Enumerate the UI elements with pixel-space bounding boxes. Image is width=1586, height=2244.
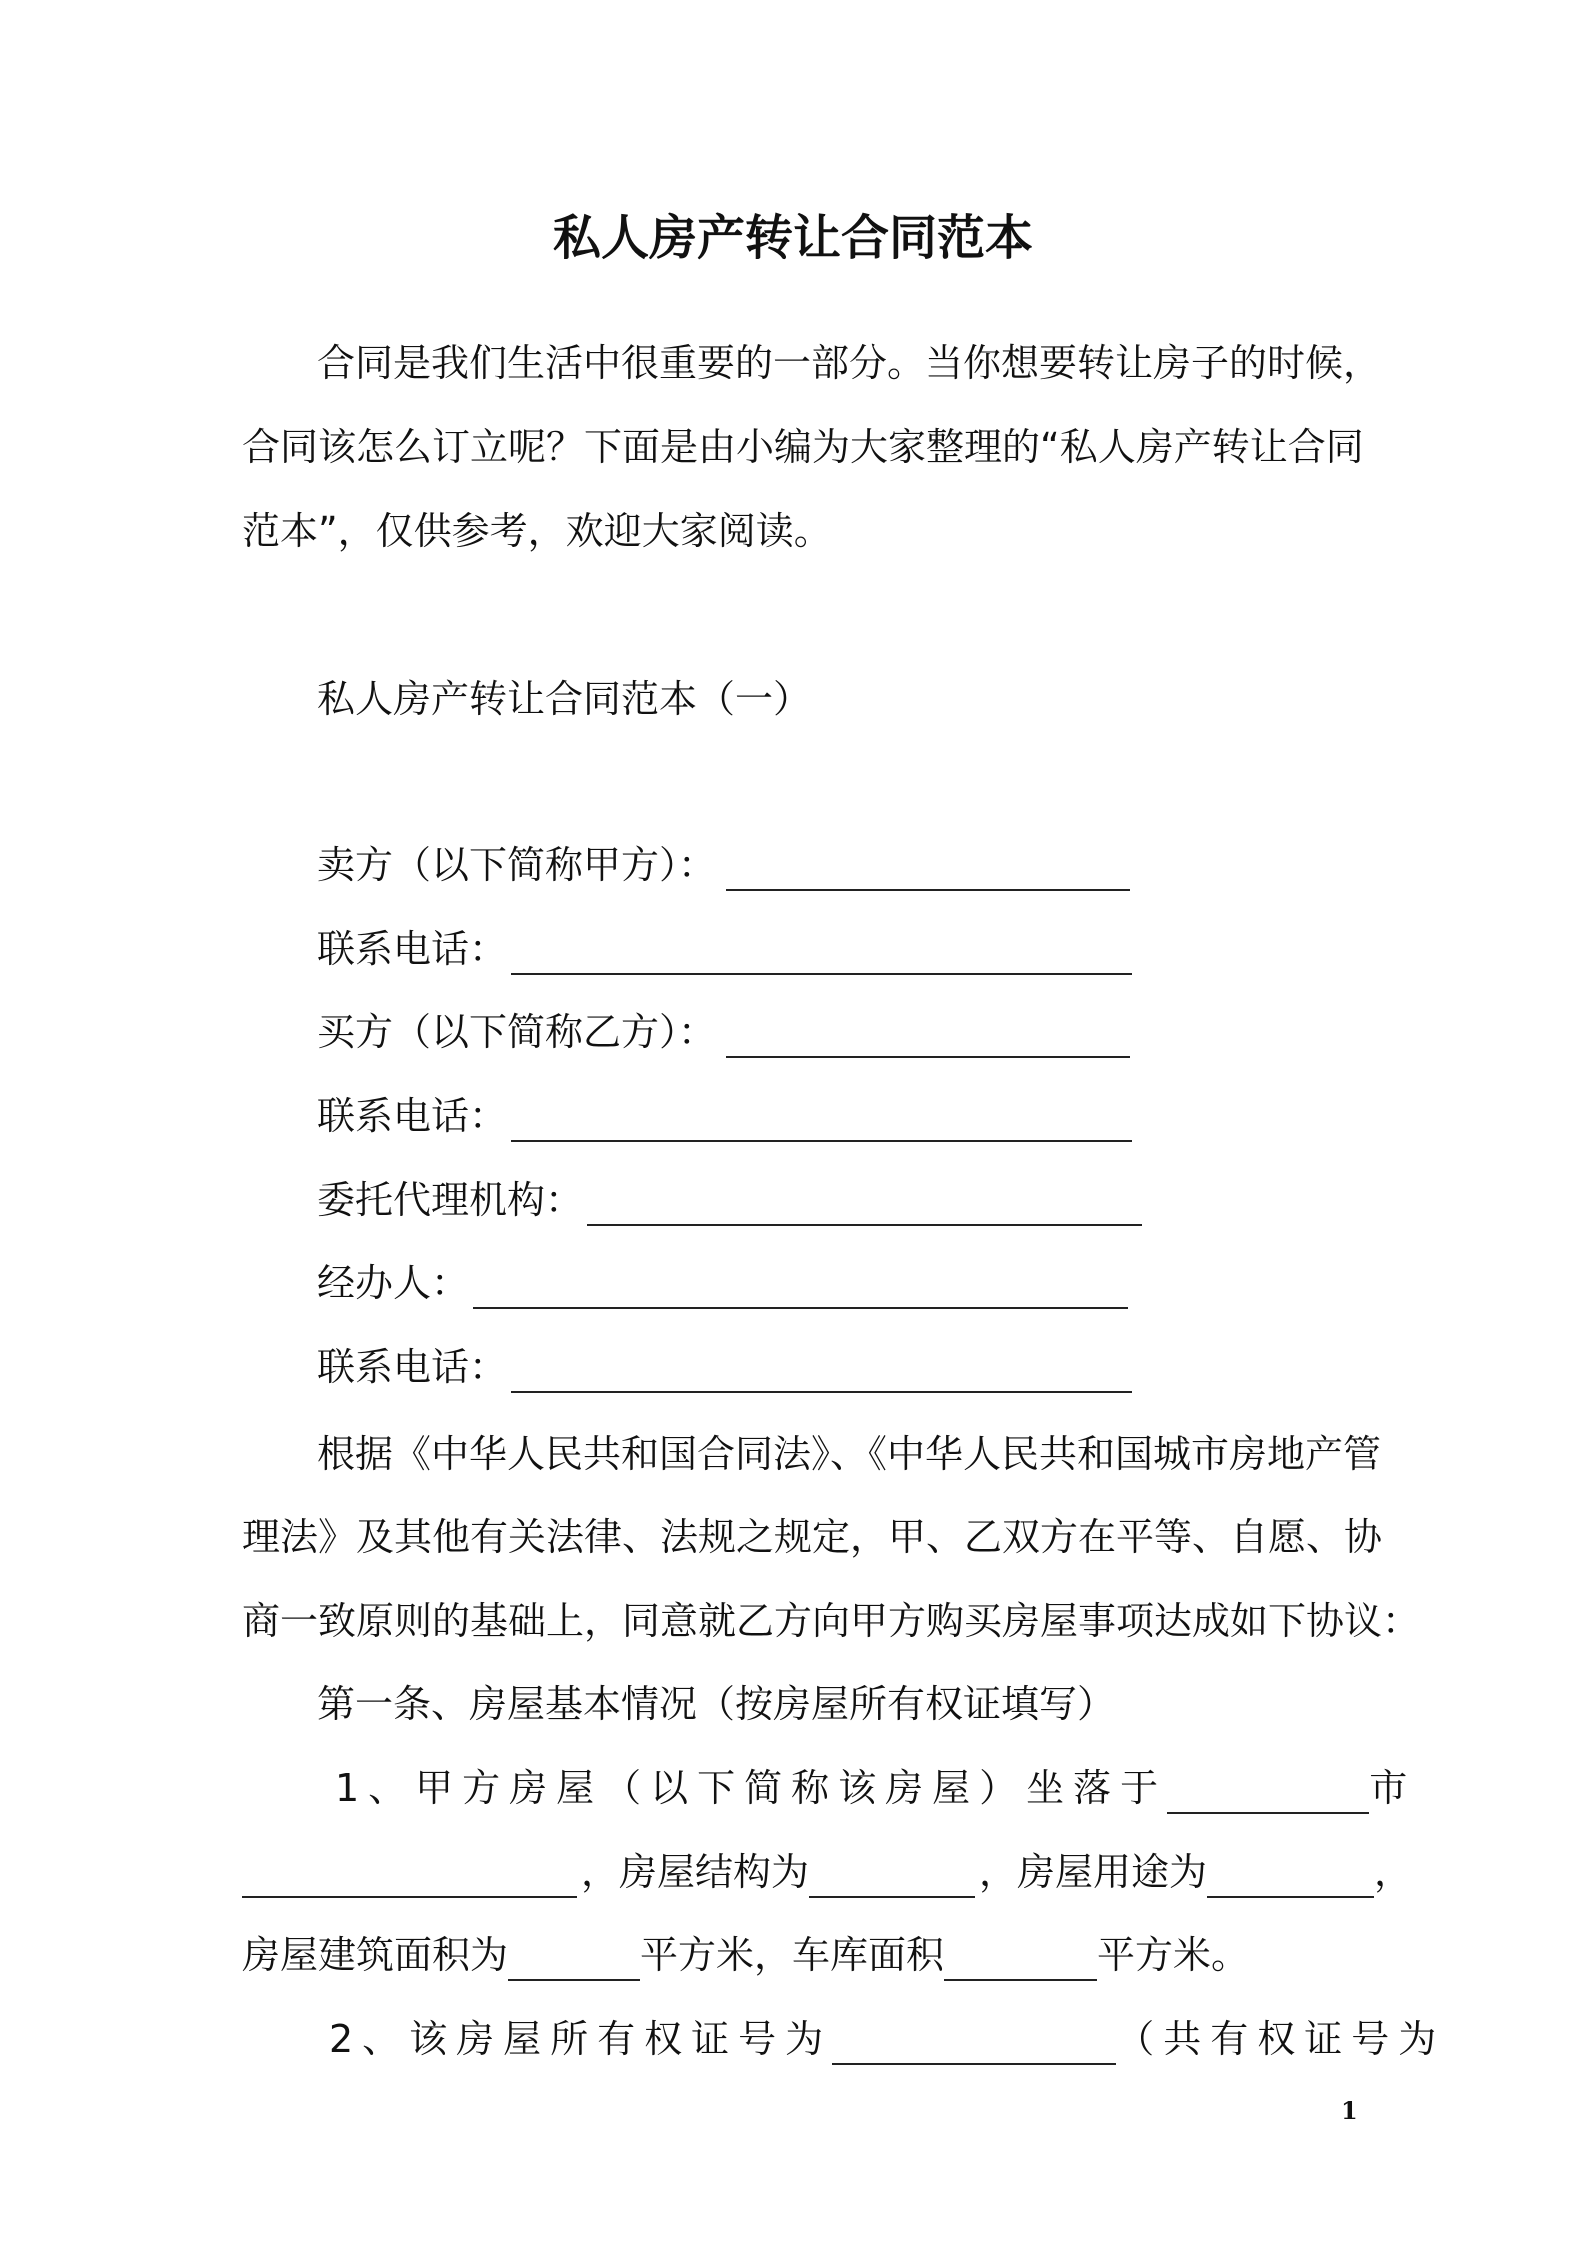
garage-area-blank[interactable] [944,1935,1097,1981]
agency-blank[interactable] [587,1180,1142,1226]
buyer-phone-field [242,1090,1358,1142]
article-heading: 第一条、房屋基本情况（按房屋所有权证填写） [317,1682,1116,1726]
preamble-line: 商一致原则的基础上，同意就乙方向甲方购买房屋事项达成如下协议： [242,1599,1421,1643]
section-heading: 私人房产转让合同范本（一） [317,677,812,721]
agency-field [242,1174,1358,1226]
usage-label: ，房屋用途为 [979,1850,1208,1894]
item1-line2 [242,1846,1413,1898]
preamble-line: 理法》及其他有关法律、法规之规定，甲、乙双方在平等、自愿、协 [242,1515,1383,1559]
structure-blank[interactable] [809,1852,975,1898]
intro-line: 范本”，仅供参考，欢迎大家阅读。 [242,509,832,553]
certificate-blank[interactable] [832,2019,1116,2065]
garage-label: 平方米，车库面积 [640,1933,945,1977]
seller-phone-blank[interactable] [511,929,1132,975]
handler-phone-label: 联系电话： [317,1345,508,1389]
seller-field [242,839,1358,891]
item2-line [242,2013,1446,2065]
co-ownership-label: （共有权证号为 [1116,2017,1446,2061]
buyer-label: 买方（以下简称乙方）： [317,1010,717,1054]
handler-field [242,1257,1358,1309]
area-unit: 平方米。 [1097,1933,1250,1977]
page-number: 1 [1341,2096,1358,2125]
seller-blank[interactable] [726,845,1130,891]
preamble-line: 根据《中华人民共和国合同法》、《中华人民共和国城市房地产管 [317,1432,1382,1476]
city-suffix: 市 [1369,1766,1408,1810]
area-blank[interactable] [508,1935,640,1981]
intro-line: 合同该怎么订立呢？下面是由小编为大家整理的“私人房产转让合同 [242,425,1364,469]
handler-blank[interactable] [473,1263,1128,1309]
handler-phone-field [242,1341,1358,1393]
handler-phone-blank[interactable] [511,1347,1132,1393]
seller-phone-field [242,923,1358,975]
handler-label: 经办人： [317,1261,470,1305]
buyer-phone-blank[interactable] [511,1096,1132,1142]
intro-line: 合同是我们生活中很重要的一部分。当你想要转让房子的时候， [317,341,1382,385]
seller-label: 卖方（以下简称甲方）： [317,843,717,887]
item1-line1 [242,1762,1408,1814]
buyer-field [242,1006,1358,1058]
buyer-phone-label: 联系电话： [317,1094,508,1138]
agency-label: 委托代理机构： [317,1178,584,1222]
city-blank[interactable] [1167,1768,1369,1814]
area-label: 房屋建筑面积为 [242,1933,509,1977]
certificate-label: 2、该房屋所有权证号为 [329,2017,833,2061]
item1-line3 [242,1929,1358,1981]
comma: ， [1374,1850,1413,1894]
buyer-blank[interactable] [726,1012,1130,1058]
location-blank[interactable] [242,1852,577,1898]
usage-blank[interactable] [1207,1852,1374,1898]
seller-phone-label: 联系电话： [317,927,508,971]
document-title: 私人房产转让合同范本 [552,210,1033,266]
structure-label: ，房屋结构为 [581,1850,810,1894]
item1-text: 1、甲方房屋（以下简称该房屋）坐落于 [335,1766,1168,1810]
